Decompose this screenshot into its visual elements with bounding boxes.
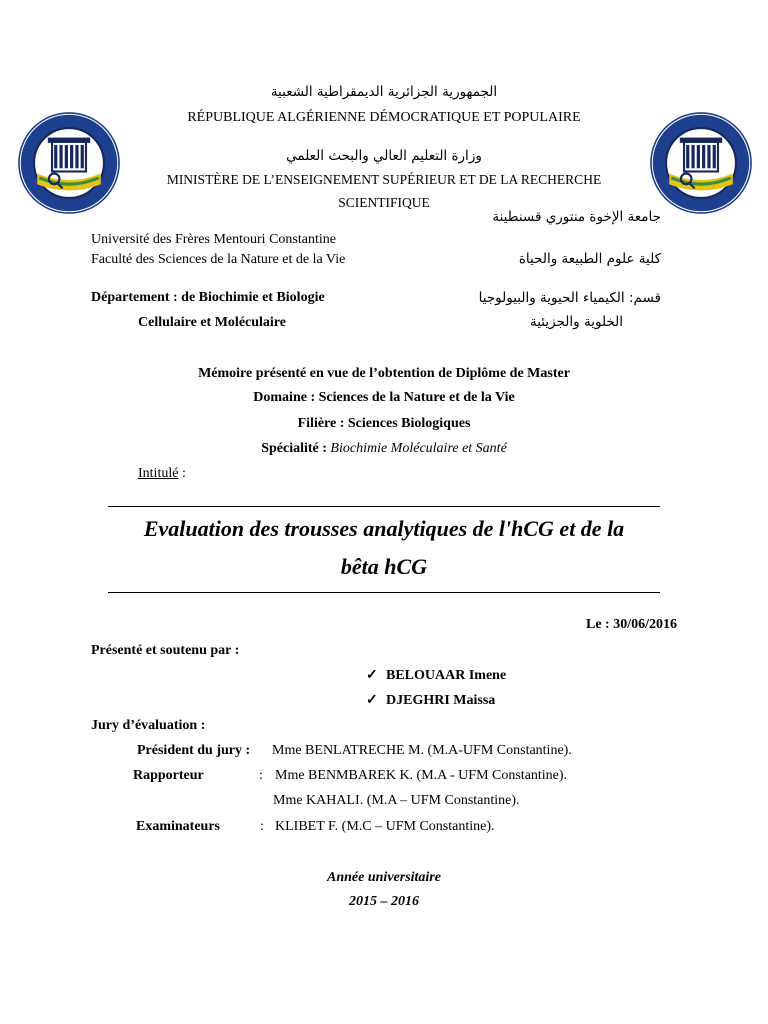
president-label: Président du jury : [137, 743, 251, 758]
student-name: BELOUAAR Imene [386, 668, 507, 683]
university-french: Université des Frères Mentouri Constantine [91, 232, 336, 247]
faculty-french: Faculté des Sciences de la Nature et de la Vie [91, 252, 346, 267]
specialite-label: Spécialité : [261, 441, 327, 456]
rapporteur-colon: : [259, 768, 263, 783]
department-arabic-line1: قسم: الكيمياء الحيوية والبيولوجيا [478, 290, 661, 306]
specialite-value: Biochimie Moléculaire et Santé [330, 441, 507, 456]
presented-by-label: Présenté et soutenu par : [91, 643, 240, 658]
rapporteur-value-1: Mme BENMBAREK K. (M.A - UFM Constantine). [275, 768, 568, 783]
student-item [366, 667, 506, 684]
rapporteur-label: Rapporteur [133, 768, 204, 783]
thesis-title-line2: bêta hCG [340, 554, 428, 579]
examinateurs-colon: : [260, 819, 264, 834]
academic-year-value: 2015 – 2016 [349, 894, 419, 909]
intitule-label: Intitulé [138, 466, 179, 481]
check-icon: ✓ [366, 668, 378, 683]
jury-label: Jury d’évaluation : [91, 718, 206, 733]
republic-arabic: الجمهورية الجزائرية الديمقراطية الشعبية [270, 84, 498, 100]
academic-year-label: Année universitaire [327, 870, 441, 885]
thesis-title-line1: Evaluation des trousses analytiques de l'hCG et de la [143, 516, 625, 541]
domaine: Domaine : Sciences de la Nature et de la Vie [253, 390, 515, 405]
examinateurs-label: Examinateurs [136, 819, 220, 834]
student-item [366, 692, 495, 709]
student-name: DJEGHRI Maissa [386, 693, 496, 708]
university-arabic: جامعة الإخوة منتوري قسنطينة [492, 209, 661, 225]
intitule [138, 466, 186, 482]
specialite [0, 441, 768, 457]
title-rule-bottom [108, 592, 660, 593]
faculty-arabic: كلية علوم الطبيعة والحياة [518, 251, 661, 267]
president-value: Mme BENLATRECHE M. (M.A-UFM Constantine). [272, 743, 572, 758]
intitule-colon: : [178, 466, 186, 481]
title-rule-top [108, 506, 660, 507]
department-french-line1: Département : de Biochimie et Biologie [91, 290, 325, 305]
defense-date: Le : 30/06/2016 [586, 617, 677, 632]
check-icon: ✓ [366, 693, 378, 708]
rapporteur-value-2: Mme KAHALI. (M.A – UFM Constantine). [273, 793, 520, 808]
department-french-line2: Cellulaire et Moléculaire [138, 315, 286, 330]
ministry-french-line2: SCIENTIFIQUE [338, 195, 430, 210]
department-arabic-line2: الخلوية والجزيئية [530, 314, 623, 330]
republic-french: RÉPUBLIQUE ALGÉRIENNE DÉMOCRATIQUE ET POPULAIRE [187, 110, 581, 125]
filiere: Filière : Sciences Biologiques [297, 416, 471, 431]
examinateurs-value: KLIBET F. (M.C – UFM Constantine). [275, 819, 495, 834]
memoire-statement: Mémoire présenté en vue de l’obtention de Diplôme de Master [198, 366, 570, 381]
ministry-arabic: وزارة التعليم العالي والبحث العلمي [286, 148, 482, 164]
ministry-french-line1: MINISTÈRE DE L’ENSEIGNEMENT SUPÉRIEUR ET DE LA RECHERCHE [166, 172, 602, 187]
